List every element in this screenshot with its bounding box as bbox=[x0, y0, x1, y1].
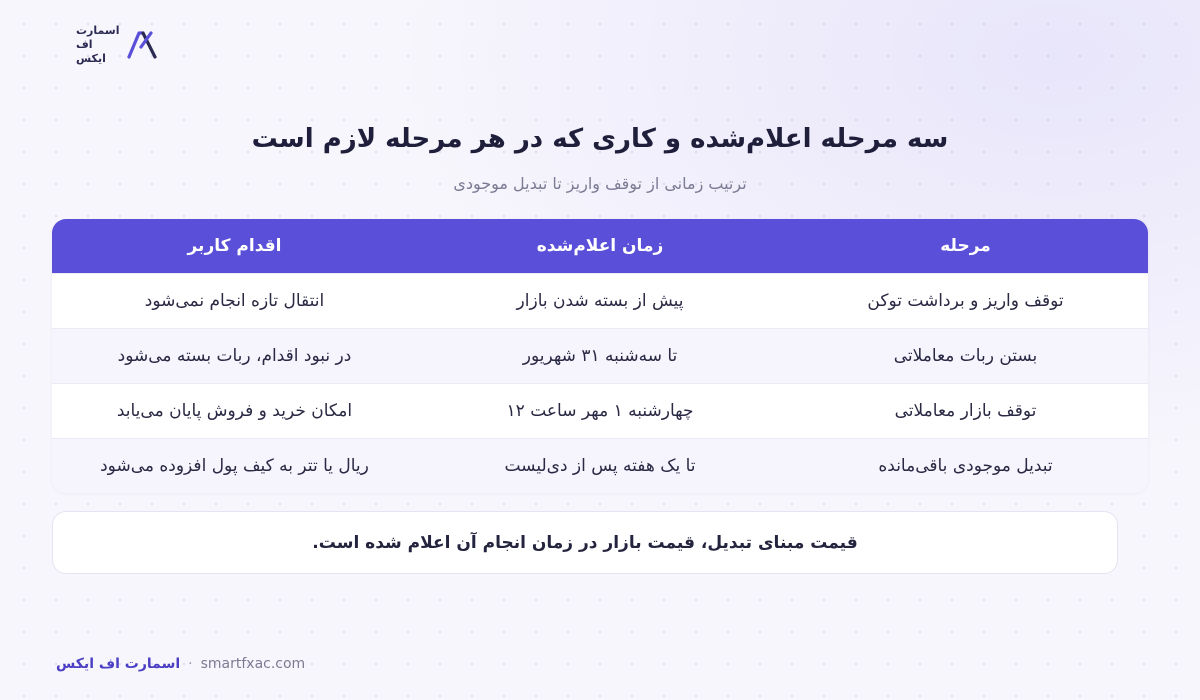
cell-time: چهارشنبه ۱ مهر ساعت ۱۲ bbox=[417, 383, 783, 438]
page-title: سه مرحله اعلام‌شده و کاری که در هر مرحله لازم است bbox=[251, 124, 949, 154]
logo-line: اسمارت bbox=[76, 24, 120, 37]
brand-logo bbox=[76, 24, 161, 66]
cell-stage: توقف بازار معاملاتی bbox=[783, 383, 1148, 438]
cell-stage: تبدیل موجودی باقی‌مانده bbox=[783, 438, 1148, 493]
table-row bbox=[52, 383, 1148, 438]
cell-time: پیش از بسته شدن بازار bbox=[417, 273, 783, 328]
table-row bbox=[52, 438, 1148, 493]
logo-line: ایکس bbox=[76, 52, 106, 65]
stages-table bbox=[52, 219, 1148, 493]
price-note: قیمت مبنای تبدیل، قیمت بازار در زمان انجام آن اعلام شده است. bbox=[52, 511, 1118, 574]
cell-stage: توقف واریز و برداشت توکن bbox=[783, 273, 1148, 328]
header-announced-time: زمان اعلام‌شده bbox=[417, 219, 783, 273]
logo-line: اف bbox=[76, 38, 93, 51]
footer-url[interactable]: smartfxac.com bbox=[200, 656, 306, 672]
table-row bbox=[52, 328, 1148, 383]
cell-time: تا یک هفته پس از دی‌لیست bbox=[417, 438, 783, 493]
table-row bbox=[52, 273, 1148, 328]
header-user-action: اقدام کاربر bbox=[52, 219, 417, 273]
cell-stage: بستن ربات معاملاتی bbox=[783, 328, 1148, 383]
logo-mark-icon bbox=[125, 27, 161, 63]
footer-separator: · bbox=[188, 656, 193, 672]
page-subtitle: ترتیب زمانی از توقف واریز تا تبدیل موجودی bbox=[453, 174, 747, 193]
footer-brand: اسمارت اف ایکس bbox=[56, 656, 181, 672]
header-stage: مرحله bbox=[783, 219, 1148, 273]
table-header-row bbox=[52, 219, 1148, 273]
cell-action: ریال یا تتر به کیف پول افزوده می‌شود bbox=[52, 438, 417, 493]
cell-action: امکان خرید و فروش پایان می‌یابد bbox=[52, 383, 417, 438]
cell-action: در نبود اقدام، ربات بسته می‌شود bbox=[52, 328, 417, 383]
logo-wordmark bbox=[76, 24, 119, 66]
cell-time: تا سه‌شنبه ۳۱ شهریور bbox=[417, 328, 783, 383]
cell-action: انتقال تازه انجام نمی‌شود bbox=[52, 273, 417, 328]
footer bbox=[56, 656, 305, 672]
